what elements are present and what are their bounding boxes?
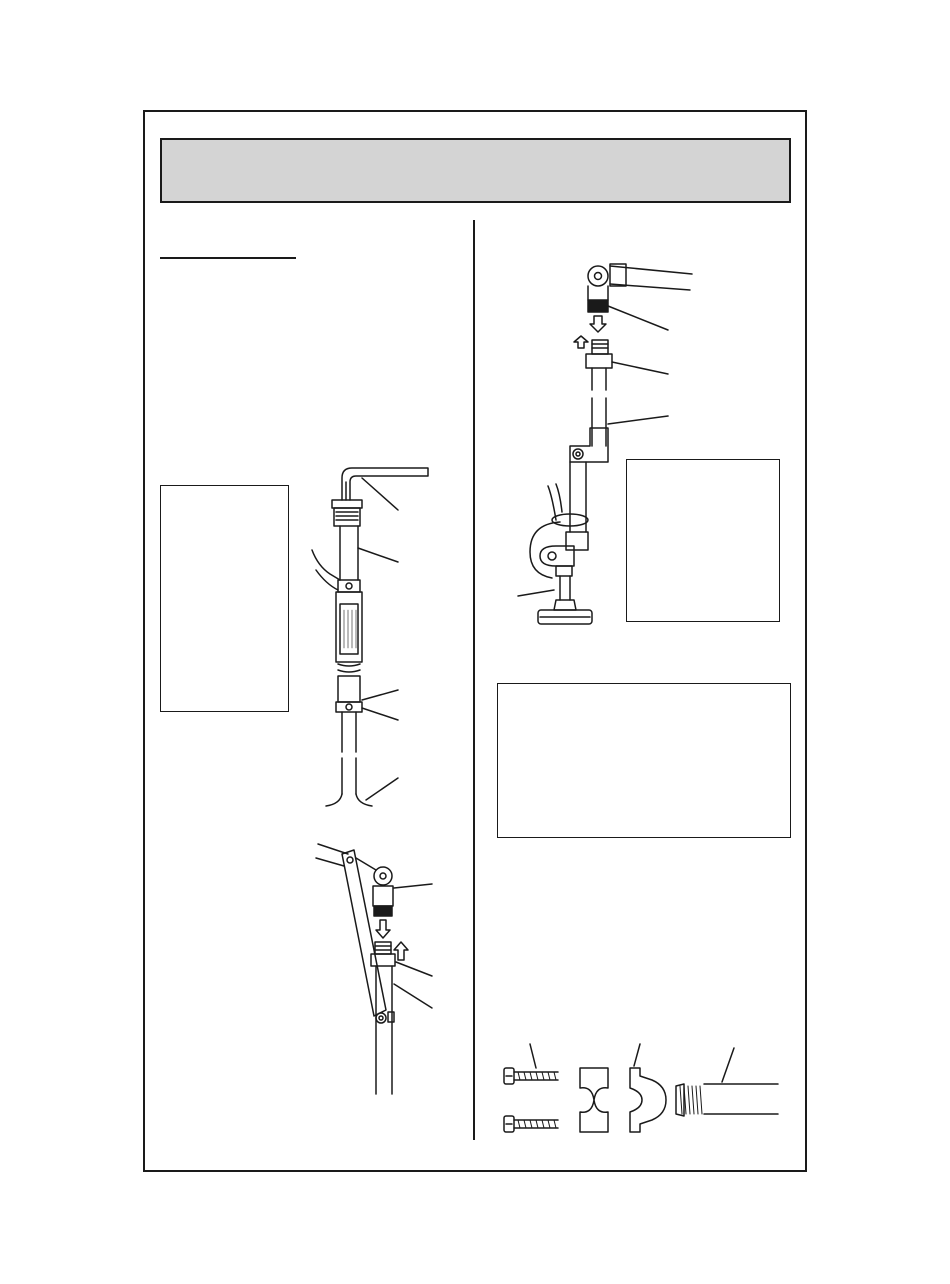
base-flange	[326, 794, 372, 806]
bracket-half	[630, 1068, 666, 1132]
hex-key-icon	[342, 468, 428, 500]
elbow-fitting	[570, 428, 608, 462]
screw-icon	[504, 1116, 558, 1132]
top-nut	[332, 500, 362, 508]
clamp-half	[580, 1068, 608, 1132]
hand-icon	[312, 550, 340, 590]
down-arrow-icon	[376, 920, 390, 938]
screw-icon	[504, 1068, 558, 1084]
up-arrow-icon-top	[574, 336, 588, 348]
up-arrow-icon	[394, 942, 408, 960]
bracket-swivel-illustration	[316, 844, 432, 1094]
hex-key-riser-illustration	[312, 468, 428, 806]
clamp-exploded-illustration	[504, 1044, 778, 1132]
spray-valve-illustration	[518, 264, 692, 624]
swivel-head-top	[588, 266, 608, 286]
swivel-head	[374, 867, 392, 885]
top-coupling	[334, 508, 360, 526]
down-arrow-icon-top	[590, 316, 606, 332]
